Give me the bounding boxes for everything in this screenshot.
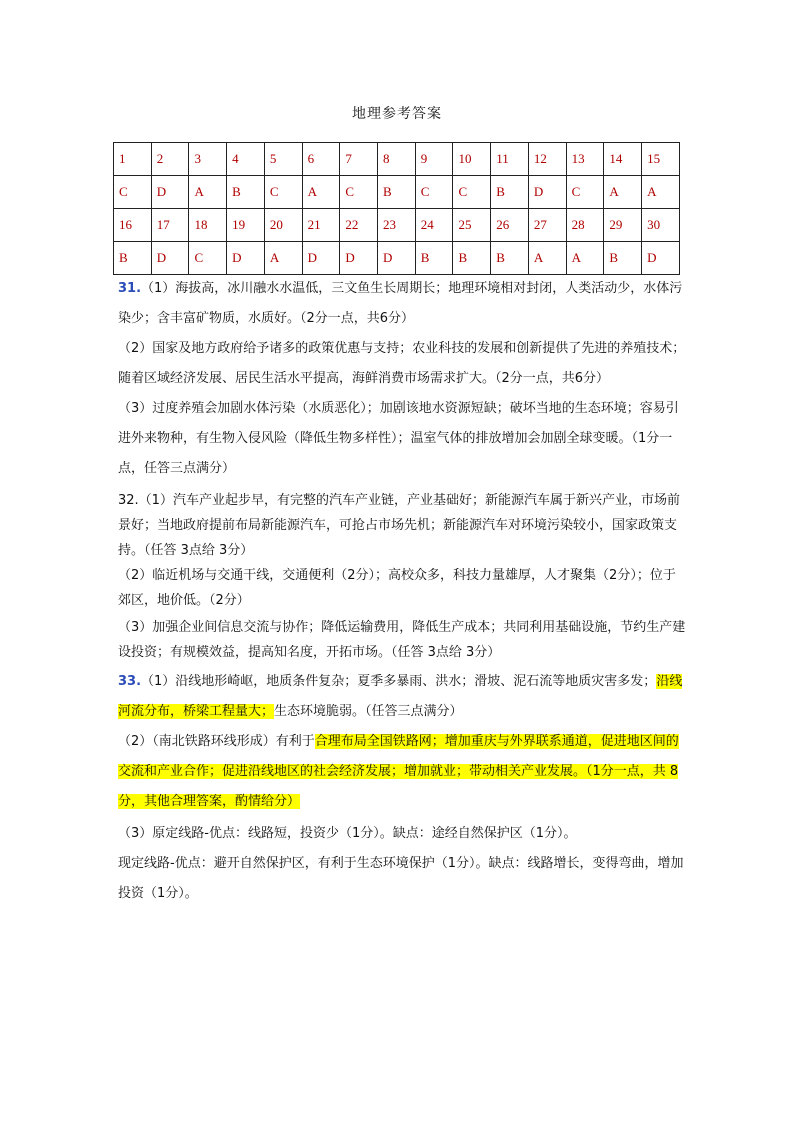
table-row	[114, 176, 680, 209]
question-number-cell: 27	[528, 209, 566, 242]
question-number-cell: 12	[528, 143, 566, 176]
answer-table	[113, 142, 680, 275]
q31-part3: （3）过度养殖会加剧水体污染（水质恶化）；加剧该地水资源短缺；破坏当地的生态环境；容易引进外来物种，有生物入侵风险（降低生物多样性）；温室气体的排放增加会加剧全球变暖。（1分一点，任答三点满分）	[118, 401, 679, 476]
question-number-cell: 29	[604, 209, 642, 242]
question-number-cell: 2	[151, 143, 189, 176]
question-number-cell: 19	[227, 209, 265, 242]
q33-part2: （2）（南北铁路环线形成）有利于合理布局全国铁路网；增加重庆与外界联系通道，促进地区间的交流和产业合作；促进沿线地区的社会经济发展；增加就业；带动相关产业发展。（1分一点，共 8分，其他合理答案，酌情给分）	[118, 734, 679, 809]
question-number-cell: 14	[604, 143, 642, 176]
answer-cell: A	[302, 176, 340, 209]
answer-cell: D	[151, 176, 189, 209]
q33-part3: （3）原定线路-优点：线路短，投资少（1分）。缺点：途经自然保护区（1分）。	[118, 826, 577, 841]
question-number-cell: 1	[114, 143, 152, 176]
question-number-cell: 3	[189, 143, 227, 176]
q31-part1: 31.（1）海拔高，冰川融水水温低，三文鱼生长周期长；地理环境相对封闭，人类活动少，水体污染少；含丰富矿物质，水质好。（2分一点，共6分）	[118, 281, 683, 326]
answer-cell: B	[453, 242, 491, 275]
question-number-cell: 22	[340, 209, 378, 242]
answer-cell: D	[151, 242, 189, 275]
answer-cell: D	[302, 242, 340, 275]
answer-cell: A	[566, 242, 604, 275]
q33-part1: 33.（1）沿线地形崎岖，地质条件复杂；夏季多暴雨、洪水；滑坡、泥石流等地质灾害多发；沿线河流分布，桥梁工程量大；生态环境脆弱。（任答三点满分）	[118, 674, 683, 719]
answer-cell: A	[642, 176, 680, 209]
question-number-cell: 26	[491, 209, 529, 242]
answer-cell: A	[528, 242, 566, 275]
question-number-cell: 25	[453, 209, 491, 242]
question-number-cell: 13	[566, 143, 604, 176]
answer-cell: B	[415, 242, 453, 275]
question-number-cell: 28	[566, 209, 604, 242]
answer-cell: C	[566, 176, 604, 209]
answer-cell: D	[528, 176, 566, 209]
answer-cell: D	[227, 242, 265, 275]
answer-cell: B	[491, 242, 529, 275]
answer-cell: B	[227, 176, 265, 209]
question-number-cell: 18	[189, 209, 227, 242]
q31-number: 31.	[118, 281, 142, 296]
page-title: 地理参考答案	[352, 106, 442, 122]
answer-cell: C	[340, 176, 378, 209]
question-number-cell: 20	[264, 209, 302, 242]
question-number-cell: 24	[415, 209, 453, 242]
question-number-cell: 21	[302, 209, 340, 242]
question-number-cell: 5	[264, 143, 302, 176]
question-number-cell: 30	[642, 209, 680, 242]
question-number-cell: 15	[642, 143, 680, 176]
question-number-cell: 16	[114, 209, 152, 242]
answer-cell: D	[642, 242, 680, 275]
question-number-cell: 7	[340, 143, 378, 176]
answer-cell: D	[340, 242, 378, 275]
answer-cell: D	[378, 242, 416, 275]
q32-part2: （2）临近机场与交通干线，交通便利（2分）；高校众多，科技力量雄厚，人才聚集（2分）；位于郊区，地价低。（2分）	[118, 568, 676, 608]
question-number-cell: 9	[415, 143, 453, 176]
question-number-cell: 11	[491, 143, 529, 176]
question-number-cell: 8	[378, 143, 416, 176]
answer-cell: C	[453, 176, 491, 209]
question-number-cell: 17	[151, 209, 189, 242]
answer-cell: A	[189, 176, 227, 209]
question-number-cell: 6	[302, 143, 340, 176]
highlight: 沿线河流分布，桥梁工程量大；	[118, 674, 683, 719]
answer-cell: A	[264, 242, 302, 275]
q32-part3: （3）加强企业间信息交流与协作；降低运输费用，降低生产成本；共同利用基础设施，节约生产建设投资；有规模效益，提高知名度，开拓市场。（任答 3点给 3分）	[118, 620, 686, 660]
q33-number: 33.	[118, 674, 142, 689]
answer-body	[118, 274, 688, 909]
question-number-cell: 4	[227, 143, 265, 176]
table-row	[114, 242, 680, 275]
q31-part2: （2）国家及地方政府给予诸多的政策优惠与支持；农业科技的发展和创新提供了先进的养殖技术；随着区域经济发展、居民生活水平提高，海鲜消费市场需求扩大。（2分一点，共6分）	[118, 341, 686, 386]
answer-cell: B	[114, 242, 152, 275]
answer-cell: C	[114, 176, 152, 209]
answer-cell: B	[604, 242, 642, 275]
table-row	[114, 209, 680, 242]
answer-cell: A	[604, 176, 642, 209]
table-row	[114, 143, 680, 176]
answer-cell: B	[378, 176, 416, 209]
answer-cell: C	[264, 176, 302, 209]
question-number-cell: 23	[378, 209, 416, 242]
question-number-cell: 10	[453, 143, 491, 176]
q33-part4: 现定线路-优点：避开自然保护区，有利于生态环境保护（1分）。缺点：线路增长，变得弯曲，增加投资（1分）。	[118, 856, 684, 901]
answer-cell: C	[415, 176, 453, 209]
highlight: 合理布局全国铁路网；增加重庆与外界联系通道，促进地区间的交流和产业合作；促进沿线地区的社会经济发展；增加就业；带动相关产业发展。（1分一点，共 8分，其他合理答案，酌情给分）	[118, 734, 679, 809]
answer-cell: B	[491, 176, 529, 209]
q32-part1: 32.（1）汽车产业起步早，有完整的汽车产业链，产业基础好；新能源汽车属于新兴产业，市场前景好；当地政府提前布局新能源汽车，可抢占市场先机；新能源汽车对环境污染较小，国家政策支持。（任答 3点给 3分）	[118, 493, 680, 558]
answer-cell: C	[189, 242, 227, 275]
